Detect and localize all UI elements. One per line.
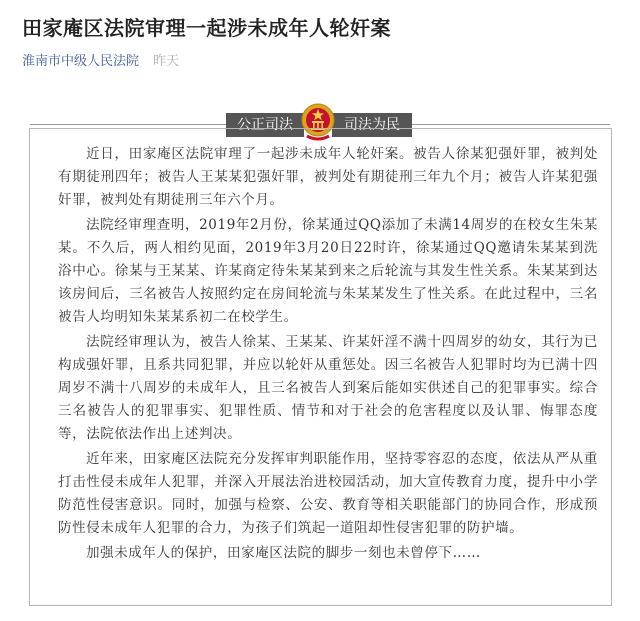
- article-time: 昨天: [153, 54, 180, 69]
- paragraph: 法院经审理认为，被告人徐某、王某某、许某奸淫不满十四周岁的幼女，其行为已构成强奸罪，且系共同犯罪，并应以轮奸从重惩处。因三名被告人犯罪时均为已满十四周岁不满十八周岁的未成年人，且三名被告人到案后能如实供述自己的犯罪事实。综合三名被告人的犯罪事实、犯罪性质、情节和对于社会的危害程度以及认罪、悔罪态度等，法院依法作出上述判决。: [58, 334, 598, 442]
- banner-label-left: 公正司法: [226, 113, 304, 137]
- paragraph: 法院经审理查明，2019年2月份，徐某通过QQ添加了未满14周岁的在校女生朱某某。不久后，两人相约见面，2019年3月20日22时许，徐某通过QQ邀请朱某某到洗浴中心。徐某与王某某、许某商定待朱某某到来之后轮流与其发生性关系。朱某某到达该房间后，三名被告人按照约定在房间轮流与朱某某发生了性关系。在此过程中，三名被告人均明知朱某某系初二在校学生。: [58, 217, 598, 325]
- paragraph: 近日，田家庵区法院审理了一起涉未成年人轮奸案。被告人徐某犯强奸罪，被判处有期徒刑四年；被告人王某某犯强奸罪，被判处有期徒刑三年九个月；被告人许某犯强奸罪，被判处有期徒刑三年六个月。: [58, 146, 598, 208]
- paragraph: 近年来，田家庵区法院充分发挥审判职能作用，坚持零容忍的态度，依法从严从重打击性侵未成年人犯罪，并深入开展法治进校园活动，加大宣传教育力度，提升中小学防范性侵害意识。同时，加强与检察、公安、教育等相关职能部门的协同合作，形成预防性侵未成年人犯罪的合力，为孩子们筑起一道阻却性侵害犯罪的防护墙。: [58, 451, 598, 536]
- banner-label-right: 司法为民: [332, 113, 412, 137]
- article-body: [58, 143, 598, 567]
- article-title: 田家庵区法院审理一起涉未成年人轮奸案: [22, 16, 391, 40]
- banner-line-left: [30, 124, 226, 125]
- banner-line-right: [412, 124, 610, 125]
- article-source-link[interactable]: 淮南市中级人民法院: [22, 54, 140, 69]
- paragraph: 加强未成年人的保护，田家庵区法院的脚步一刻也未曾停下……: [86, 545, 481, 561]
- article-meta: [22, 50, 179, 69]
